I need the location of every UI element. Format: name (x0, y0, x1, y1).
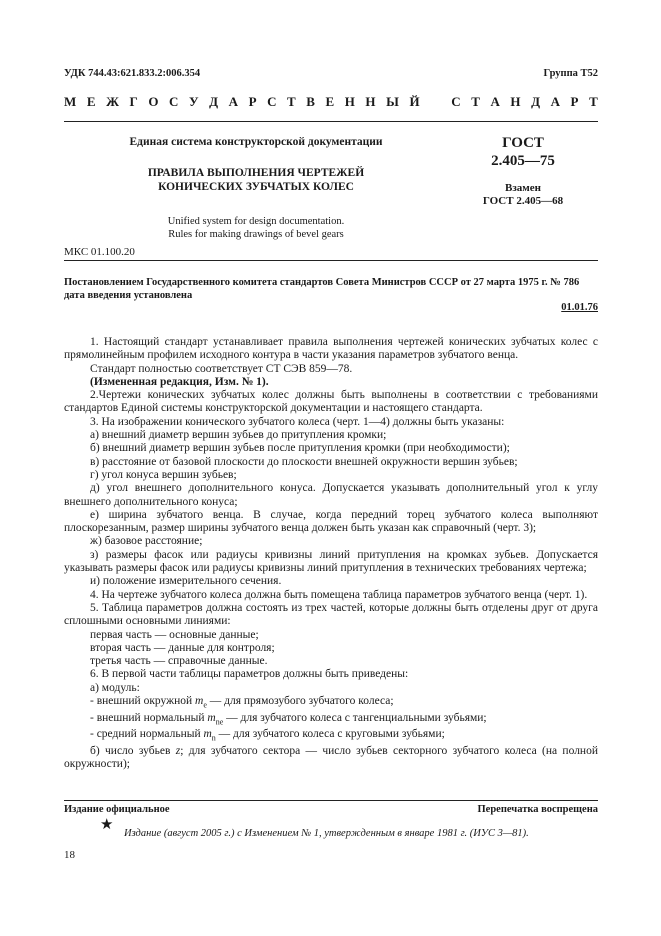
udk-code: УДК 744.43:621.833.2:006.354 (64, 68, 201, 79)
star-icon: ★ (100, 817, 114, 833)
page-number: 18 (64, 849, 75, 861)
list-item: ж) базовое расстояние; (90, 535, 203, 548)
list-item: б) число зубьев z; для зубчатого сектора — число зубьев секторного зубчатого колеса (на полной окружности); (64, 744, 598, 771)
english-title: Unified system for design documentation. Rules for making drawings of bevel gears (167, 216, 345, 240)
official-edition-label: Издание официальное (64, 804, 170, 815)
effective-date: 01.01.76 (561, 302, 598, 313)
paragraph: 1. Настоящий стандарт устанавливает правила выполнения чертежей конических зубчатых колес с прямолинейным профилем исходного контура в части указания параметров зубчатого венца. (64, 336, 598, 362)
amendment-note: (Измененная редакция, Изм. № 1). (90, 375, 269, 388)
list-item: з) размеры фасок или радиусы кривизны линий притупления на кромках зубьев. Допускается указывать размеры фасок или радиусы кривизны линий притупления в технических требованиях чертежа; (64, 548, 598, 575)
system-name: Единая система конструкторской документации (129, 136, 383, 148)
list-item: и) положение измерительного сечения. (90, 575, 282, 588)
paragraph: 4. На чертеже зубчатого колеса должна быть помещена таблица параметров зубчатого венца (черт. 1). (90, 588, 588, 601)
title-rule (64, 260, 598, 261)
interstate-standard-banner: М Е Ж Г О С У Д А Р С Т В Е Н Н Ы Й С Т А Н Д А Р Т (64, 94, 598, 109)
group-code: Группа Т52 (543, 68, 598, 79)
list-item: - внешний нормальный $m_{nе}$ — для зубчатого колеса с тангенциальными зубьями; (90, 711, 487, 726)
paragraph: Стандарт полностью соответствует СТ СЭВ 859—78. (90, 362, 353, 375)
list-item: первая часть — основные данные; (90, 628, 259, 641)
decree-text: Постановлением Государственного комитета стандартов Совета Министров СССР от 27 марта 1975 г. № 786 дата введения установлена (64, 277, 580, 301)
list-item: в) расстояние от базовой плоскости до плоскости внешней окружности вершин зубьев; (90, 455, 518, 468)
list-item: г) угол конуса вершин зубьев; (90, 468, 237, 481)
list-item: б) внешний диаметр вершин зубьев после притупления кромки (при необходимости); (90, 442, 510, 455)
list-item: е) ширина зубчатого венца. В случае, когда передний торец зубчатого колеса выполняют плоскорезанным, размер ширины зубчатого венца должен быть указан как справочный (черт. 3); (64, 508, 598, 535)
list-item: а) модуль: (90, 681, 140, 694)
edition-note: Издание (август 2005 г.) с Изменением № 1, утвержденным в январе 1981 г. (ИУС 3—81). (124, 828, 529, 839)
list-item: третья часть — справочные данные. (90, 655, 268, 668)
replaces-standard: Взамен ГОСТ 2.405—68 (482, 182, 564, 207)
standard-body (64, 336, 598, 771)
reprint-prohibited-label: Перепечатка воспрещена (477, 804, 598, 815)
list-item: - средний нормальный $m_n$ — для зубчатого колеса с круговыми зубьями; (90, 728, 445, 743)
gost-designation: ГОСТ 2.405—75 (491, 135, 555, 169)
mks-code: МКС 01.100.20 (64, 246, 135, 258)
paragraph: 2.Чертежи конических зубчатых колес должны быть выполнены в соответствии с требованиями стандартов Единой системы конструкторской документации и настоящего стандарта. (64, 389, 598, 415)
list-item: д) угол внешнего дополнительного конуса. Допускается указывать дополнительный угол к углу внешнего дополнительного конуса; (64, 482, 598, 508)
document-title: ПРАВИЛА ВЫПОЛНЕНИЯ ЧЕРТЕЖЕЙ КОНИЧЕСКИХ ЗУБЧАТЫХ КОЛЕС (147, 167, 365, 193)
list-item: вторая часть — данные для контроля; (90, 641, 275, 654)
paragraph: 6. В первой части таблицы параметров должны быть приведены: (90, 668, 409, 681)
header-rule (64, 121, 598, 122)
paragraph: 5. Таблица параметров должна состоять из трех частей, которые должны быть отделены друг от друга сплошными основными линиями: (64, 601, 598, 628)
list-item: а) внешний диаметр вершин зубьев до притупления кромки; (90, 429, 387, 442)
footer-rule (64, 800, 598, 801)
list-item: - внешний окружной $m_e$ — для прямозубого зубчатого колеса; (90, 695, 394, 710)
paragraph: 3. На изображении конического зубчатого колеса (черт. 1—4) должны быть указаны: (90, 415, 505, 428)
